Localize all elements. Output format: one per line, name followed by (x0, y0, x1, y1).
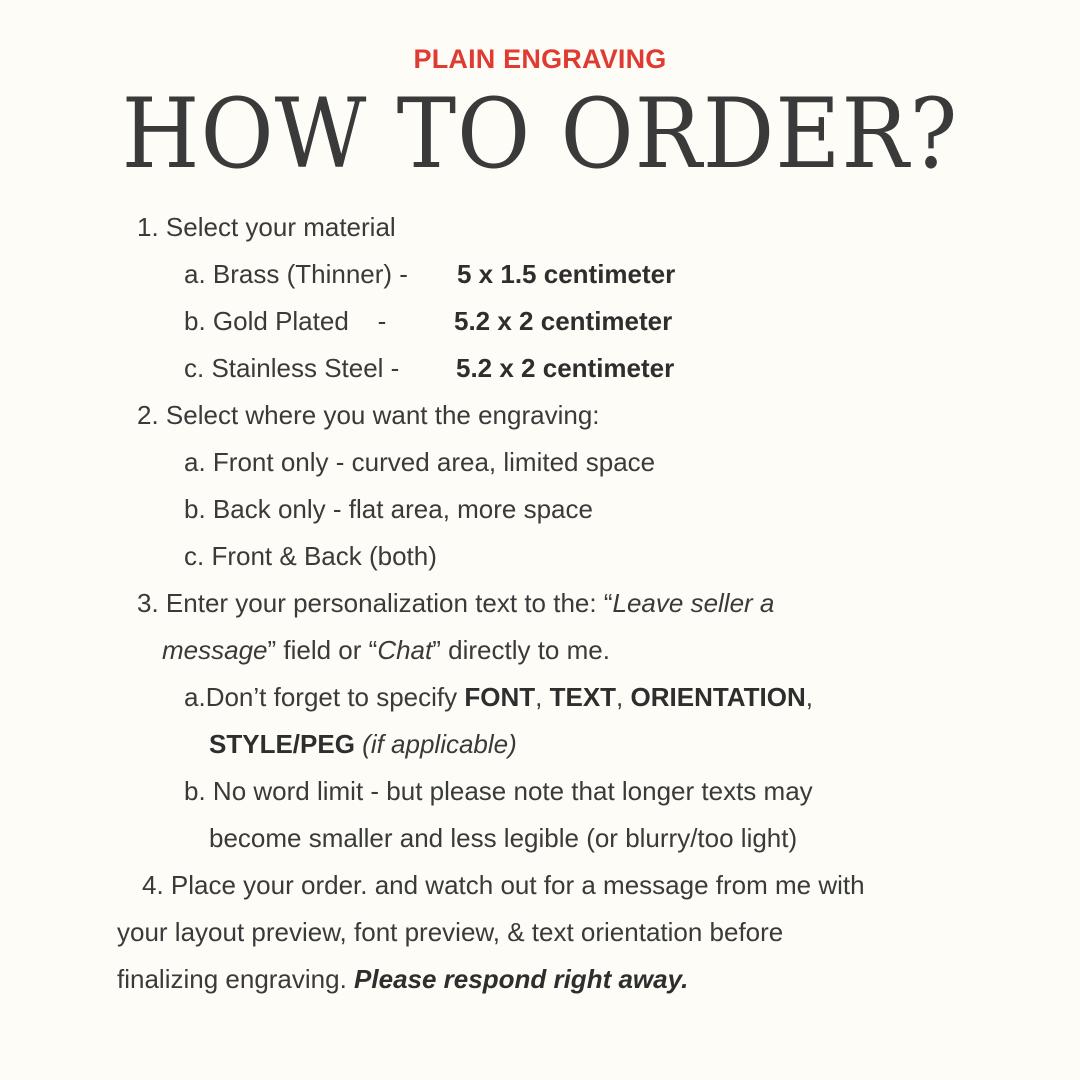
step-4-continuation (117, 963, 688, 995)
step-4 (142, 869, 865, 901)
step-marker: 1. (137, 212, 159, 242)
list-item (184, 446, 655, 478)
step-marker: 4. (142, 870, 164, 900)
item-label: Front only - curved area, limited space (212, 447, 656, 477)
item-marker: c. (184, 541, 205, 571)
item-text: No word limit - but please note that longer texts may (212, 776, 813, 806)
step-text: Place your order. and watch out for a message from me with (170, 870, 865, 900)
step-3 (137, 587, 774, 619)
step-text-italic: message (162, 635, 268, 665)
list-item (184, 681, 813, 713)
step-text: Enter your personalization text to the: “ (165, 588, 613, 618)
eyebrow-label: PLAIN ENGRAVING (413, 44, 667, 74)
list-item (184, 493, 593, 525)
list-item (184, 540, 437, 572)
emphasis-text: Please respond right away. (354, 964, 689, 994)
item-label: Gold Plated - (212, 306, 387, 336)
item-marker: a. (184, 259, 206, 289)
item-text: Don’t forget to specify (205, 682, 465, 712)
list-item (184, 352, 399, 384)
item-marker: a. (184, 447, 206, 477)
step-text: Select your material (165, 212, 396, 242)
item-label: Brass (Thinner) - (212, 259, 408, 289)
item-label: Front & Back (both) (211, 541, 437, 571)
separator: , (535, 682, 550, 712)
list-item-continuation (209, 728, 517, 760)
list-item-continuation: become smaller and less legible (or blurry/too light) (209, 823, 798, 853)
item-label: Stainless Steel - (211, 353, 400, 383)
item-marker: b. (184, 306, 206, 336)
item-marker: b. (184, 776, 206, 806)
item-marker: b. (184, 494, 206, 524)
keyword-text: TEXT (549, 682, 617, 712)
step-4-continuation: your layout preview, font preview, & text orientation before (117, 917, 784, 947)
keyword-font: FONT (464, 682, 536, 712)
list-item (184, 775, 813, 807)
list-item (184, 305, 386, 337)
item-note: (if applicable) (362, 729, 517, 759)
step-2 (137, 399, 600, 431)
step-text: finalizing engraving. (117, 964, 355, 994)
item-size: 5 x 1.5 centimeter (457, 259, 676, 289)
keyword-orientation: ORIENTATION (630, 682, 806, 712)
item-marker: a. (184, 682, 206, 712)
item-label: Back only - flat area, more space (212, 494, 593, 524)
list-item (184, 258, 408, 290)
item-size: 5.2 x 2 centimeter (454, 306, 673, 336)
separator: , (616, 682, 631, 712)
step-text: ” field or “ (267, 635, 378, 665)
separator: , (805, 682, 813, 712)
step-marker: 3. (137, 588, 159, 618)
step-text-italic: Leave seller a (612, 588, 775, 618)
step-1 (137, 211, 396, 243)
step-text: ” directly to me. (432, 635, 610, 665)
step-text: Select where you want the engraving: (165, 400, 600, 430)
step-3-continuation (162, 634, 610, 666)
keyword-style-peg: STYLE/PEG (209, 729, 355, 759)
item-size: 5.2 x 2 centimeter (456, 353, 675, 383)
step-marker: 2. (137, 400, 159, 430)
item-marker: c. (184, 353, 205, 383)
step-text-italic: Chat (377, 635, 433, 665)
page-title: HOW TO ORDER? (121, 78, 959, 190)
